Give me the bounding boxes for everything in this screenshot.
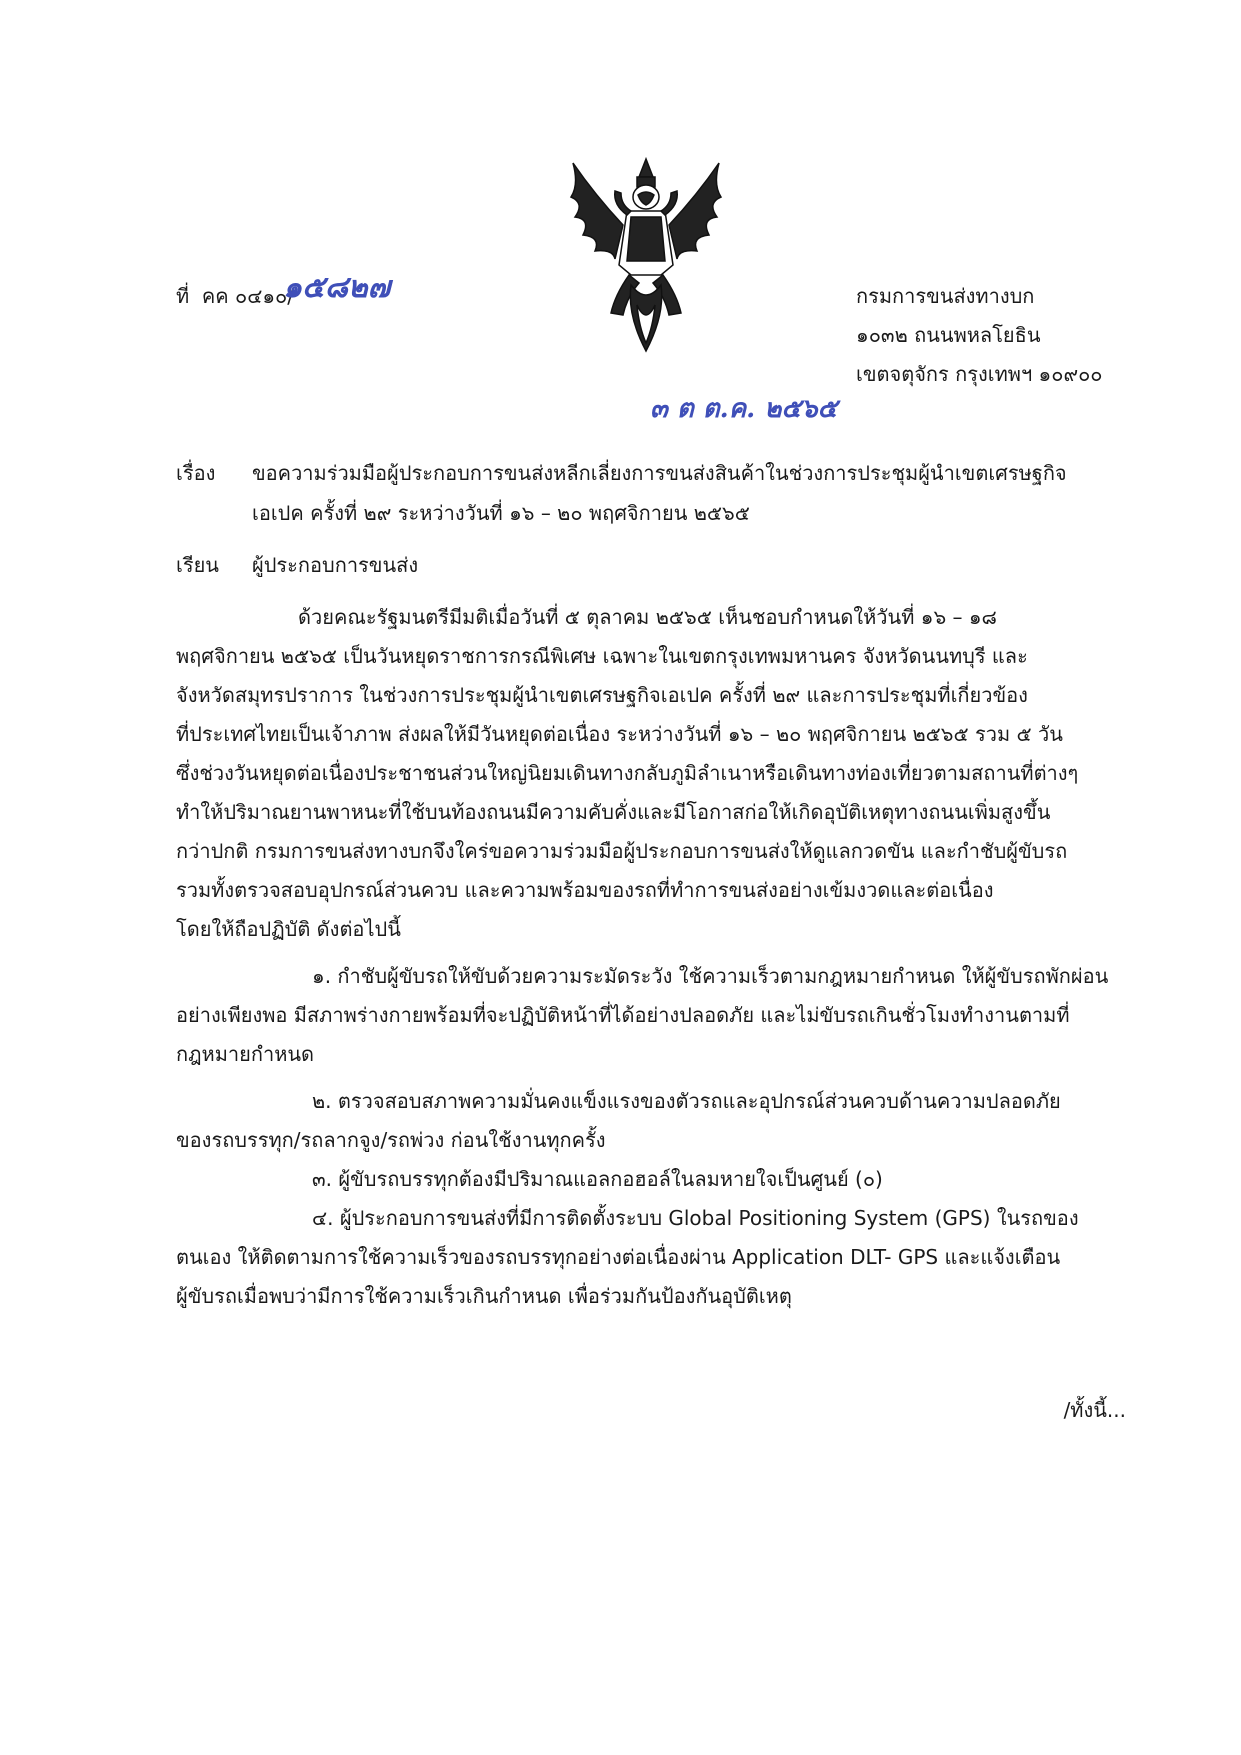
item1-line-2: อย่างเพียงพอ มีสภาพร่างกายพร้อมที่จะปฏิบัติหน้าที่ได้อย่างปลอดภัย และไม่ขับรถเกินชั่วโมงทำงานตามที่ [176,1003,1070,1027]
intro-line-4: ที่ประเทศไทยเป็นเจ้าภาพ ส่งผลให้มีวันหยุดต่อเนื่อง ระหว่างวันที่ ๑๖ – ๒๐ พฤศจิกายน ๒๕๖๕ รวม ๕ วัน [176,722,1063,746]
item4-line-1: ๔. ผู้ประกอบการขนส่งที่มีการติดตั้งระบบ Global Positioning System (GPS) ในรถของ [312,1206,1079,1230]
reference-code: คค ๐๔๑๐/ [201,284,295,308]
item2-line-1: ๒. ตรวจสอบสภาพความมั่นคงแข็งแรงของตัวรถและอุปกรณ์ส่วนควบด้านความปลอดภัย [312,1089,1061,1113]
intro-line-7: กว่าปกติ กรมการขนส่งทางบกจึงใคร่ขอความร่วมมือผู้ประกอบการขนส่งให้ดูแลกวดขัน และกำชับผู้ขับรถ [176,839,1068,863]
item1-line-1: ๑. กำชับผู้ขับรถให้ขับด้วยความระมัดระวัง ใช้ความเร็วตามกฎหมายกำหนด ให้ผู้ขับรถพักผ่อน [312,964,1109,988]
intro-line-1: ด้วยคณะรัฐมนตรีมีมติเมื่อวันที่ ๕ ตุลาคม ๒๕๖๕ เห็นชอบกำหนดให้วันที่ ๑๖ – ๑๘ [298,605,997,629]
subject-label: เรื่อง [176,461,216,485]
intro-line-2: พฤศจิกายน ๒๕๖๕ เป็นวันหยุดราชการกรณีพิเศษ เฉพาะในเขตกรุงเทพมหานคร จังหวัดนนทบุรี และ [176,644,1028,668]
item1-line-3: กฎหมายกำหนด [176,1042,315,1066]
item3-line-1: ๓. ผู้ขับรถบรรทุกต้องมีปริมาณแอลกอฮอล์ในลมหายใจเป็นศูนย์ (๐) [312,1167,883,1191]
continuation-marker: /ทั้งนี้... [1063,1398,1126,1422]
reference-number [176,282,294,310]
date-stamp: ๓ ต ต.ค. ๒๕๖๕ [650,394,838,424]
intro-line-6: ทำให้ปริมาณยานพาหนะที่ใช้บนท้องถนนมีความคับคั่งและมีโอกาสก่อให้เกิดอุบัติเหตุทางถนนเพิ่มสูงขึ้น [176,800,1051,824]
subject-line-2: เอเปค ครั้งที่ ๒๙ ระหว่างวันที่ ๑๖ – ๒๐ พฤศจิกายน ๒๕๖๕ [252,501,750,525]
org-name: กรมการขนส่งทางบก [856,284,1035,308]
recipient-value: ผู้ประกอบการขนส่ง [252,553,419,577]
recipient-label: เรียน [176,553,219,577]
item2-line-2: ของรถบรรทุก/รถลากจูง/รถพ่วง ก่อนใช้งานทุกครั้ง [176,1128,606,1152]
intro-line-5: ซึ่งช่วงวันหยุดต่อเนื่องประชาชนส่วนใหญ่นิยมเดินทางกลับภูมิลำเนาหรือเดินทางท่องเที่ยวตามสถานที่ต่างๆ [176,761,1079,785]
intro-line-8: รวมทั้งตรวจสอบอุปกรณ์ส่วนควบ และความพร้อมของรถที่ทำการขนส่งอย่างเข้มงวดและต่อเนื่อง [176,878,994,902]
item4-line-3: ผู้ขับรถเมื่อพบว่ามีการใช้ความเร็วเกินกำหนด เพื่อร่วมกันป้องกันอุบัติเหตุ [176,1284,792,1308]
item4-line-2: ตนเอง ให้ติดตามการใช้ความเร็วของรถบรรทุกอย่างต่อเนื่องผ่าน Application DLT- GPS และแจ้งเตือน [176,1245,1061,1269]
garuda-emblem-icon [565,155,727,355]
intro-line-3: จังหวัดสมุทรปราการ ในช่วงการประชุมผู้นำเขตเศรษฐกิจเอเปค ครั้งที่ ๒๙ และการประชุมที่เกี่ยวข้อง [176,683,1028,707]
subject-line-1: ขอความร่วมมือผู้ประกอบการขนส่งหลีกเลี่ยงการขนส่งสินค้าในช่วงการประชุมผู้นำเขตเศรษฐกิจ [252,461,1067,485]
reference-label: ที่ [176,284,190,308]
org-address-street: ๑๐๓๒ ถนนพหลโยธิน [856,323,1041,347]
reference-handwritten-number: ๑๕๘๒๗ [283,270,391,305]
intro-line-9: โดยให้ถือปฏิบัติ ดังต่อไปนี้ [176,917,401,941]
org-address-city: เขตจตุจักร กรุงเทพฯ ๑๐๙๐๐ [856,362,1103,386]
